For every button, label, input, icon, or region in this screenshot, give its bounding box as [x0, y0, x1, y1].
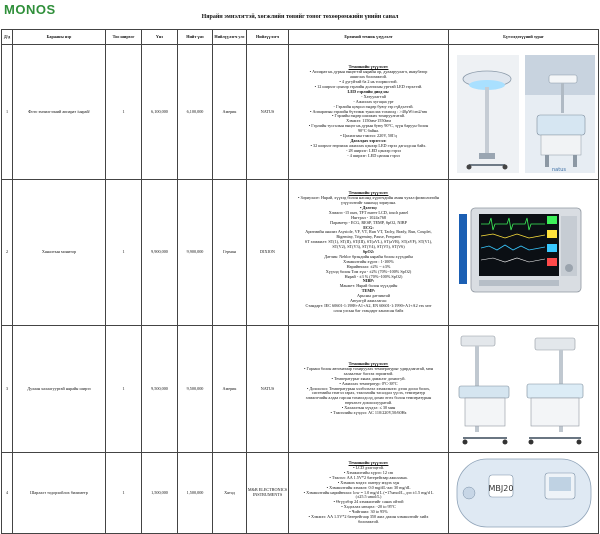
unit-price: 9,900,000 [142, 180, 178, 326]
spec-line: Нягтрал - 1024х768 [351, 214, 386, 220]
table-row [2, 45, 599, 180]
spec-line: • LCD дэлгэцтэй. [353, 465, 384, 471]
spec-line: SpO2: [362, 249, 375, 255]
supplier-name: DIXION [247, 180, 289, 326]
quantity: 1 [106, 180, 142, 326]
col-header-no: Д/д [2, 30, 13, 45]
spec-line: • Температурыг хянах дамжлэг дохиогуй. [331, 375, 406, 381]
technical-spec [289, 180, 449, 326]
spec-line: • Хэмжилтийн нарийвчлал: low = 1.0 mg/d L (=17umol/L, дээ ±1.5 mg/d L [303, 489, 434, 495]
supplier-country: Америк [213, 326, 247, 453]
supplier-name: M&B ELECTRONICS INSTRUMENTS [247, 453, 289, 534]
table-row [2, 453, 599, 534]
product-name: Шарлалт тодорхойлох билиметр [13, 453, 106, 534]
spec-line: системийн гэмтэл гарах, тэжээлийн тасалдал үүсэх, температур [311, 390, 426, 396]
brand-logo: MONOS [4, 2, 56, 17]
spec-line: боломжтой. [358, 518, 379, 524]
spec-line: • Чийгшил: 30 to 95% [349, 509, 388, 515]
total-price: 1,500,000 [178, 453, 213, 534]
bilimeter-photo [449, 453, 599, 533]
technical-spec [289, 453, 449, 534]
product-image-cell [449, 45, 599, 180]
spec-line: 90°С байна. [357, 128, 380, 134]
spec-line: • Хэмжээ: AA 1.5V*2 батерейгаар 350 жил дахин хэмжилтийг хийх [308, 514, 429, 520]
quantity: 1 [106, 45, 142, 180]
spec-line: • 4 дугуйтай ба 2 нь тоормостой. [339, 79, 398, 85]
spec-line: • Гэрлийн тусгалын өнцөг нь дурын буюу 90°С, зүүн баруун болон [308, 123, 429, 129]
spec-line: ECG: [363, 224, 374, 230]
technical-spec [289, 326, 449, 453]
supplier-name: NATUS [247, 45, 289, 180]
spec-line: Аюулгүй ажиллагаа: [350, 298, 387, 304]
spec-line: үзүүлэлтийг хянахад зориулна. [340, 199, 397, 205]
product-image-cell [449, 326, 599, 453]
phototherapy-lamp-photo [449, 45, 599, 179]
table-row [2, 180, 599, 326]
spec-line: Аритмийн анализ Asystole, VF, VT, Run VT, Tachy, Brady, Run, Couplet, [305, 229, 432, 235]
supplier-country: Америк [213, 45, 247, 180]
spec-line: - Гэрлийн цочрол өндөр буюу гэр гүйдэлтэй. [333, 103, 414, 109]
technical-spec [289, 45, 449, 180]
spec-line: Параметр - ECG, RESP, TEMP, SpO2, NIBP [330, 219, 407, 225]
col-header-spec: Ерөнхий техник үзүүлэлт [289, 30, 449, 45]
spec-line: - Ажиллах хугацаа урт [353, 98, 394, 104]
supplier-country: Хятад [213, 453, 247, 534]
table-header-row [2, 30, 599, 45]
spec-line: • Аппарат нь дурын өнцөгтэй нярайн ор, дулааруулагч, инкубатор [309, 69, 428, 75]
spec-line: • Хэмжих мэдээ: интеру мэдэх хүн [337, 479, 400, 485]
spec-line: • Өгүүлбэр 24 хэмжилтийг санах ойтой [333, 499, 404, 505]
unit-price: 6,100,000 [142, 45, 178, 180]
col-header-qty: Тоо ширхэг [106, 30, 142, 45]
spec-line: Арьсны датчиктай [356, 293, 390, 299]
spec-line: • Хэмжилтийн хүрээ: 12 cm [343, 469, 394, 475]
spec-line: • Тэжээлийн хүчдэл: AC 110/220V,50/60Hz [330, 410, 407, 416]
spec-line: • Гарааш болон автоматаар тохируулах температурыг удирдлагатай, мөн [304, 365, 433, 371]
product-name: Хяналтын монитор [13, 180, 106, 326]
spec-line: халаалтыг бастах горимтой. [343, 370, 394, 376]
col-header-supplier: Нийлүүлэгч [247, 30, 289, 45]
spec-line: • Дэлгэц: [360, 204, 377, 210]
spec-line: олон улсын баг стандарт хангасан байх [333, 307, 404, 313]
spec-section-title: Техникийн үзүүлэлт: [348, 64, 389, 70]
col-header-country: Нийлүүлэгч улс [213, 30, 247, 45]
document-title: Нярайн эмнэлэгтэй, хөгжлийн төвийг тоног төхөөрөмжийн үнийн санал [201, 14, 399, 20]
spec-line: • Халаалтын хүчдэл: ≤ 30 мин [341, 405, 396, 411]
spec-line: (±25.5 umol/L) [355, 494, 382, 500]
spec-section-title: Техникийн үзүүлэлт: [348, 361, 389, 367]
spec-line: - 4 ширхэг: LED цагаан гэрэл [347, 152, 400, 158]
spec-line: Нарийвчлал: ±2% ~ ±3% [346, 263, 391, 269]
spec-line: ST хэмжилт: ST(1), ST(II), ST(III), ST(aVL), ST(aVR), ST(aVF), ST(V1), [304, 239, 433, 245]
spec-line: • 12 ширхэг цэнхэр гэрлийн долгионы урттай LED гэрэлтэй. [314, 84, 423, 90]
patient-monitor-photo [449, 180, 599, 325]
unit-price: 1,500,000 [142, 453, 178, 534]
product-image-cell [449, 453, 599, 534]
spec-line: • Аппаратын гэрлийн бүтээмж туяаслах тохиолд : >40μW/cm2/nm [309, 108, 428, 114]
row-number: 3 [2, 326, 13, 453]
total-price: 6,100,000 [178, 45, 213, 180]
col-header-total: Нийт үнэ [178, 30, 213, 45]
product-name: Дулаан халаагууртай нярайн ширээ [13, 326, 106, 453]
natus-logo: natus [552, 167, 566, 173]
spec-line: Хэмжээ: 1150мм-1550мм [346, 118, 391, 124]
col-header-price: Үнэ [142, 30, 178, 45]
bilimeter-label: MBJ20 [488, 484, 514, 493]
spec-line: - Хатуулагтай [361, 93, 386, 99]
spec-line: NIBP: [362, 278, 375, 284]
spec-line: Хүүхэд болон Том хүн - ±2% (70%~100% SpO2) [325, 268, 412, 274]
row-number: 4 [2, 453, 13, 534]
spec-line: хэмжэгчийн алдаа гарсан тохиолдолд дохио өгөх болон температурын [305, 395, 432, 401]
spec-line: Дагалдах хэрэгсэл: [350, 137, 387, 143]
spec-line: өөрчлөлт дохиоллууратай. [344, 400, 393, 406]
quantity: 1 [106, 326, 142, 453]
supplier-name: NATUS [247, 326, 289, 453]
spec-line: • 32 ширхэг өөрчилж ажиллах цэнхэр LED гэрэл дагалдсан байх. [310, 142, 427, 148]
unit-price: 9,500,000 [142, 326, 178, 453]
spec-line: • Гэрлийн өндөр шилжих тохируулгатай. [332, 113, 405, 119]
spec-section-title: Техникийн үзүүлэлт: [348, 460, 389, 466]
spec-line: LED гэрлийн диод нь: [347, 88, 390, 94]
spec-section-title: Техникийн үзүүлэлт: [348, 190, 389, 196]
infant-warmer-photo [449, 326, 599, 452]
spec-line: Манжет: Нярай болон хүүхдийн [339, 283, 398, 289]
table-row [2, 326, 599, 453]
spec-line: Стандарт: IEC 60601-1:1988+A1+A2, EN 60601-1:1990+A1+A2 гэх мэт [305, 303, 432, 309]
col-header-name: Барааны нэр [13, 30, 106, 45]
row-number: 2 [2, 180, 13, 326]
spec-line: • Тэжээл: AA 1.5V*2 батерейгаар ажиллана. [329, 474, 408, 480]
total-price: 9,900,000 [178, 180, 213, 326]
spec-line: • Хадгалах нөхцөл: -20 to 95ºС [341, 504, 396, 510]
total-price: 9,500,000 [178, 326, 213, 453]
spec-line: • Хэмжилтийн хэмжээ: 0.0 mg/dL-аас 30 mg/dL [326, 484, 411, 490]
spec-line: Хэмжилтийн хүрээ : 1-100% [343, 258, 394, 264]
spec-line: ST(V2), ST(V3), ST(V4), ST(V5), ST(V6) [332, 244, 405, 250]
col-header-image: Бүтээгдэхүүний зураг [449, 30, 599, 45]
supplier-country: Герман [213, 180, 247, 326]
spec-line: • Цахилгаан тэжээл: 220V, 50Гц [340, 133, 397, 139]
spec-line: • Дохиолол: Температурын хэлбэлзлэл хэмжээнээс дээш доош болох, [306, 385, 431, 391]
spec-line: - 28 ширхэг: LED цэнхэр гэрэл [346, 147, 401, 153]
product-image-cell [449, 180, 599, 326]
spec-line: Хэмжээ -15 инч, TFT өнгөт LCD, touch panel [328, 209, 409, 215]
spec-line: • Ажиллах температур: 0ºС-38ºС [339, 380, 398, 386]
spec-line: Нярай - ±3 % (70%~100% SpO2) [344, 273, 403, 279]
product-name: Фото эмчилгээний аппарат /нярай/ [13, 45, 106, 180]
spec-line: ашиглах боломжтой. [350, 74, 387, 80]
quantity: 1 [106, 453, 142, 534]
spec-line: Bigeminy, Trigeminy, Pause, Frequent [336, 234, 401, 240]
spec-line: • Зориулалт: Нярай, хүүхэд болон насанд хүрэгчдийн амин чухал физиологийн [297, 195, 440, 201]
spec-line: TEMP: [361, 288, 376, 294]
price-quote-table [1, 29, 599, 534]
spec-line: Датчик: Neblor брэндийн нярайн болон хүүхдийн [324, 253, 413, 259]
row-number: 1 [2, 45, 13, 180]
